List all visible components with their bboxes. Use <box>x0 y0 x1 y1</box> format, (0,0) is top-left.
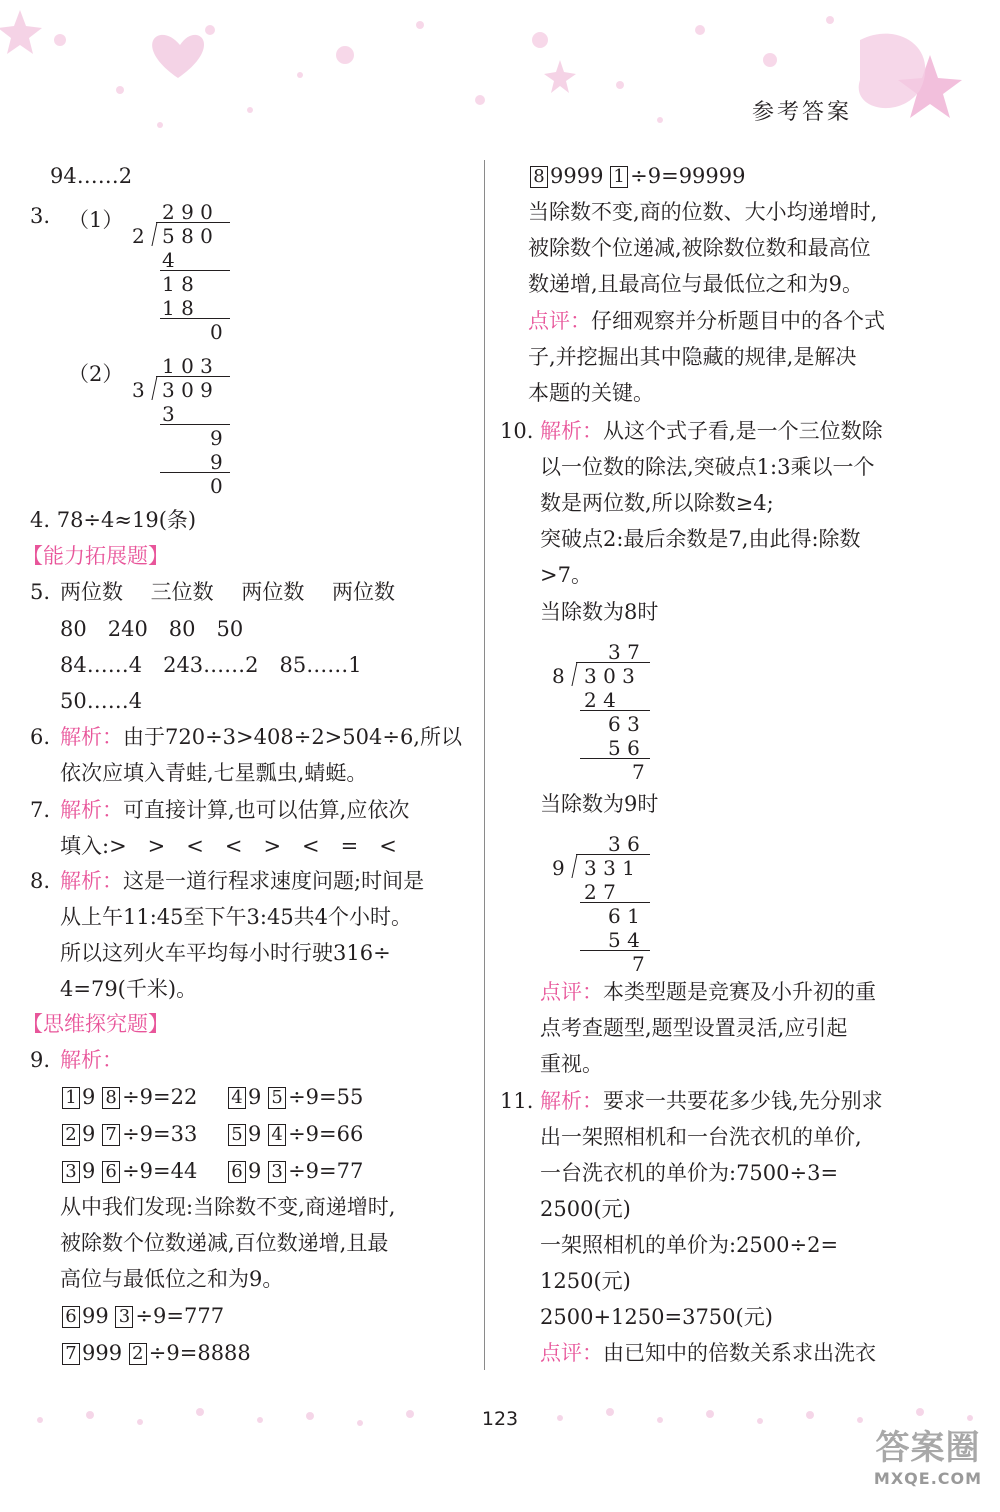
digit: 999 <box>82 1341 123 1365</box>
answer-line: 4=79(千米)。 <box>60 977 198 1001</box>
answer-line: 数是两位数,所以除数≥4; <box>540 491 774 515</box>
quotient: 3 6 <box>608 832 640 856</box>
step-1: 3 <box>162 402 175 426</box>
digit-box: 5 <box>228 1124 246 1146</box>
dividend: 3 3 1 <box>584 856 635 880</box>
step-line <box>160 472 230 473</box>
equation-rest: ÷9=8888 <box>148 1341 251 1365</box>
answer-line: 4. 78÷4≈19(条) <box>30 508 197 532</box>
watermark-glyphs: 答案圈 <box>875 1428 981 1468</box>
step-1: 4 <box>162 248 175 272</box>
section-heading: 【思维探究题】 <box>22 1012 169 1036</box>
sub-label: （2） <box>68 362 124 386</box>
question-number: 5. <box>30 580 51 604</box>
quotient: 1 0 3 <box>162 354 213 378</box>
equation-rest: ÷9=22 <box>122 1085 198 1109</box>
answer-line: 从中我们发现:当除数不变,商递增时, <box>60 1195 396 1219</box>
answer-line: 所以这列火车平均每小时行驶316÷ <box>60 941 391 965</box>
step-3: 5 4 <box>608 928 640 952</box>
answer-line: 数递增,且最高位与最低位之和为9。 <box>528 272 864 296</box>
answer-line: 被除数个位递减,被除数位数和最高位 <box>528 236 871 260</box>
answer-line: 94……2 <box>50 164 133 188</box>
question-number: 8. <box>30 869 51 893</box>
equation-row <box>228 1157 363 1185</box>
remainder: 7 <box>632 952 645 976</box>
divisor: 8 <box>552 664 565 688</box>
question-number: 3. <box>30 204 51 228</box>
question-number: 7. <box>30 798 51 822</box>
question-number: 9. <box>30 1048 51 1072</box>
digit-box: 7 <box>62 1343 80 1365</box>
analysis-tag: 解析： <box>60 1048 123 1072</box>
comment-tag: 点评： <box>540 980 603 1004</box>
equation-row <box>62 1157 197 1185</box>
equation-row <box>228 1120 363 1148</box>
answer-line: 当除数为8时 <box>540 600 659 624</box>
digit-box: 6 <box>228 1161 246 1183</box>
digit-box: 4 <box>268 1124 286 1146</box>
answer-text: 由已知中的倍数关系求出洗衣 <box>603 1341 876 1365</box>
step-2: 1 8 <box>162 272 194 296</box>
step-3: 5 6 <box>608 736 640 760</box>
answer-line: 一台洗衣机的单价为:7500÷3= <box>540 1161 839 1185</box>
answer-text: 要求一共要花多少钱,先分别求 <box>603 1089 883 1113</box>
digit: 9 <box>248 1159 262 1183</box>
answer-line: 2500+1250=3750(元) <box>540 1305 773 1329</box>
answer-line: 2500(元) <box>540 1197 631 1221</box>
division-bar <box>576 854 650 855</box>
comment-tag: 点评： <box>540 1341 603 1365</box>
step-line <box>580 902 650 903</box>
answer-text: 仔细观察并分析题目中的各个式 <box>591 309 885 333</box>
step-2: 9 <box>210 426 223 450</box>
digit-box: 1 <box>610 166 628 188</box>
long-division-4 <box>550 830 660 980</box>
equation-row <box>62 1339 251 1367</box>
digit-box: 3 <box>62 1161 80 1183</box>
digit-box: 8 <box>530 166 548 188</box>
equation-row <box>62 1083 197 1111</box>
column-divider <box>484 160 485 1370</box>
digit-box: 5 <box>268 1087 286 1109</box>
answer-line: 点考查题型,题型设置灵活,应引起 <box>540 1016 848 1040</box>
equation-rest: ÷9=77 <box>288 1159 364 1183</box>
division-bar <box>156 376 230 377</box>
divisor: 2 <box>132 224 145 248</box>
digit: 9 <box>248 1085 262 1109</box>
step-line <box>160 318 230 319</box>
header-title: 参考答案 <box>752 100 853 125</box>
answer-line: 填入:> > < < > < = < <box>60 834 397 858</box>
step-3: 9 <box>210 450 223 474</box>
answer-line: 一架照相机的单价为:2500÷2= <box>540 1233 839 1257</box>
long-division-3 <box>550 638 660 788</box>
equation-rest: ÷9=99999 <box>630 164 746 188</box>
answer-line: 本题的关键。 <box>528 381 654 405</box>
equation-rest: ÷9=55 <box>288 1085 364 1109</box>
step-line <box>580 950 650 951</box>
quotient: 3 7 <box>608 640 640 664</box>
digit-box: 2 <box>62 1124 80 1146</box>
equation-rest: ÷9=44 <box>122 1159 198 1183</box>
section-heading: 【能力拓展题】 <box>22 544 169 568</box>
divisor: 9 <box>552 856 565 880</box>
dividend: 3 0 3 <box>584 664 635 688</box>
digit-box: 2 <box>129 1343 147 1365</box>
dividend: 5 8 0 <box>162 224 213 248</box>
answer-line: 当除数不变,商的位数、大小均递增时, <box>528 200 878 224</box>
question-number: 11. <box>500 1089 534 1113</box>
answer-line: 80 240 80 50 <box>60 617 244 641</box>
step-2: 6 3 <box>608 712 640 736</box>
equation-row <box>62 1120 197 1148</box>
equation-row <box>62 1302 224 1330</box>
digit-box: 8 <box>102 1087 120 1109</box>
digit: 9 <box>248 1122 262 1146</box>
answer-line: 高位与最低位之和为9。 <box>60 1267 284 1291</box>
analysis-tag: 解析： <box>60 869 123 893</box>
step-line <box>160 270 230 271</box>
digit-box: 3 <box>268 1161 286 1183</box>
watermark-logo <box>858 1420 998 1488</box>
digit-box: 1 <box>62 1087 80 1109</box>
analysis-tag: 解析： <box>540 1089 603 1113</box>
sub-label: （1） <box>68 208 124 232</box>
division-bar <box>156 222 230 223</box>
answer-line: 1250(元) <box>540 1269 631 1293</box>
watermark-url: MXQE.COM <box>873 1469 983 1488</box>
step-2: 6 1 <box>608 904 640 928</box>
analysis-tag: 解析： <box>540 419 603 443</box>
equation-rest: ÷9=33 <box>122 1122 198 1146</box>
answer-line: 从上午11:45至下午3:45共4个小时。 <box>60 905 413 929</box>
answer-line: 重视。 <box>540 1052 603 1076</box>
page-number: 123 <box>481 1408 519 1430</box>
digit-box: 4 <box>228 1087 246 1109</box>
remainder: 0 <box>210 320 223 344</box>
step-line <box>580 758 650 759</box>
step-line <box>160 424 230 425</box>
digit-box: 6 <box>62 1306 80 1328</box>
analysis-tag: 解析： <box>60 725 123 749</box>
division-bar <box>576 662 650 663</box>
answer-line: >7。 <box>540 563 592 587</box>
digit-box: 3 <box>115 1306 133 1328</box>
digit: 99 <box>82 1304 109 1328</box>
analysis-tag: 解析： <box>60 798 123 822</box>
answer-line: 当除数为9时 <box>540 792 659 816</box>
quotient: 2 9 0 <box>162 200 213 224</box>
question-number: 10. <box>500 419 534 443</box>
equation-rest: ÷9=777 <box>135 1304 225 1328</box>
step-3: 1 8 <box>162 296 194 320</box>
answer-line: 84……4 243……2 85……1 <box>60 653 362 677</box>
answer-line: 50……4 <box>60 689 143 713</box>
equation-row <box>228 1083 363 1111</box>
answer-text: 由于720÷3>408÷2>504÷6,所以 <box>123 725 462 749</box>
step-1: 2 4 <box>584 688 616 712</box>
answer-text: 从这个式子看,是一个三位数除 <box>603 419 883 443</box>
remainder: 7 <box>632 760 645 784</box>
answer-line: 子,并挖掘出其中隐藏的规律,是解决 <box>528 345 857 369</box>
digit: 9 <box>82 1122 96 1146</box>
remainder: 0 <box>210 474 223 498</box>
comment-tag: 点评： <box>528 309 591 333</box>
dividend: 3 0 9 <box>162 378 213 402</box>
long-division-2 <box>130 352 240 502</box>
digit: 9999 <box>550 164 604 188</box>
step-1: 2 7 <box>584 880 616 904</box>
equation-rest: ÷9=66 <box>288 1122 364 1146</box>
answer-line: 被除数个位数递减,百位数递增,且最 <box>60 1231 389 1255</box>
equation-row <box>530 162 746 190</box>
answer-text: 这是一道行程求速度问题;时间是 <box>123 869 425 893</box>
question-number: 6. <box>30 725 51 749</box>
digit-box: 7 <box>102 1124 120 1146</box>
step-line <box>580 710 650 711</box>
digit-box: 6 <box>102 1161 120 1183</box>
answer-text: 本类型题是竞赛及小升初的重 <box>603 980 876 1004</box>
long-division-1 <box>130 198 240 348</box>
answer-line: 出一架照相机和一台洗衣机的单价, <box>540 1125 862 1149</box>
answer-line: 两位数 三位数 两位数 两位数 <box>60 580 396 604</box>
digit: 9 <box>82 1085 96 1109</box>
digit: 9 <box>82 1159 96 1183</box>
answer-text: 可直接计算,也可以估算,应依次 <box>123 798 410 822</box>
answer-line: 以一位数的除法,突破点1:3乘以一个 <box>540 455 875 479</box>
answer-line: 突破点2:最后余数是7,由此得:除数 <box>540 527 861 551</box>
answer-line: 依次应填入青蛙,七星瓢虫,蜻蜓。 <box>60 761 368 785</box>
divisor: 3 <box>132 378 145 402</box>
